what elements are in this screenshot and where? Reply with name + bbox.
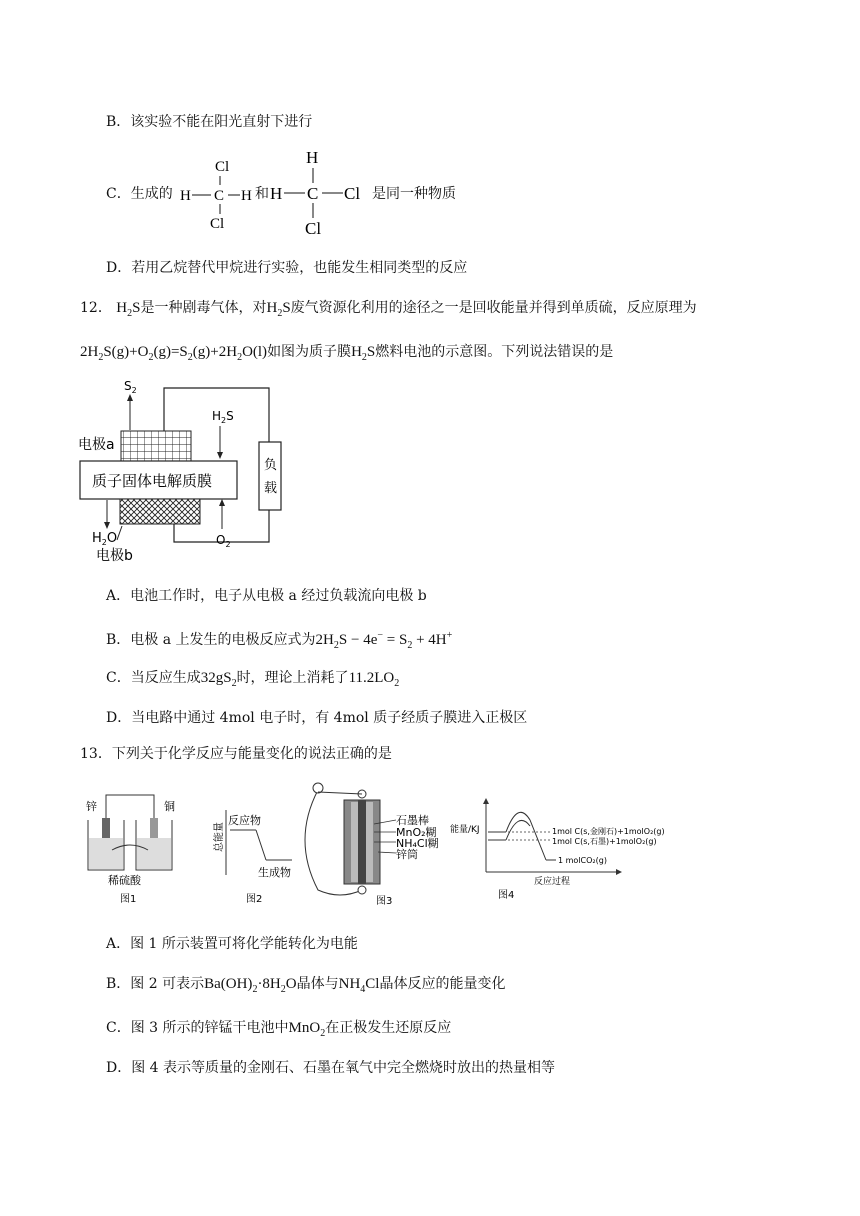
q11-option-b: B．该实验不能在阳光直射下进行: [106, 114, 313, 130]
baoh2-formula: $Ba(OH)_2\cdot 8H_2O$: [204, 976, 297, 995]
s2-label: $S_2$: [124, 379, 137, 395]
h2s-formula-2: $H_2S$: [266, 300, 291, 319]
q12-option-c-mid: 时，理论上消耗了: [236, 670, 349, 686]
fig2-caption: 图2: [246, 894, 263, 905]
nh4cl-formula: $NH_4Cl$: [338, 976, 380, 995]
q12-option-d: D．当电路中通过 4mol 电子时，有 4mol 质子经质子膜进入正极区: [106, 710, 528, 726]
fig4-l3: 1 molCO₂(g): [558, 856, 607, 865]
q12-stem-line1: [80, 298, 697, 324]
q13-option-c: [106, 1018, 451, 1044]
q12-option-a: A．电池工作时，电子从电极 a 经过负载流向电极 b: [106, 588, 427, 604]
paste1-label: MnO₂糊: [396, 826, 437, 839]
mol2-center: C: [307, 184, 319, 203]
cu-label: 铜: [164, 800, 175, 813]
fig2-yaxis: 总能量: [214, 822, 225, 852]
q13-option-d: D．图 4 表示等质量的金刚石、石墨在氧气中完全燃烧时放出的热量相等: [106, 1060, 556, 1076]
mno2-formula: MnO$_2$: [288, 1020, 326, 1039]
h2s-label: $H_2S$: [212, 409, 234, 425]
q12-stem-line2: [80, 342, 613, 368]
q11-option-d: D．若用乙烷替代甲烷进行实验，也能发生相同类型的反应: [106, 260, 468, 276]
q12-stem-part2: 废气资源化利用的途径之一是回收能量并得到单质硫，反应原理为: [290, 300, 697, 316]
fig2-reactant: 反应物: [228, 814, 261, 827]
q13-stem: 13．下列关于化学反应与能量变化的说法正确的是: [80, 746, 392, 762]
q11-option-c: [106, 184, 173, 204]
reaction-equation: $2H_2S(g)+O_2(g)=S_2(g)+2H_2O(l)$: [80, 344, 268, 363]
q13-option-b: [106, 974, 505, 1000]
o2-label: $O_2$: [216, 533, 231, 549]
q12-option-b: [106, 626, 452, 656]
mol2-left: H: [270, 184, 283, 203]
bulb-icon: [313, 783, 323, 793]
electrode-b: [120, 499, 200, 524]
fig2-product: 生成物: [258, 866, 291, 879]
q12-stem-part4: 燃料电池的示意图。下列说法错误的是: [375, 344, 614, 360]
q13-option-b-suffix: 晶体反应的能量变化: [379, 976, 506, 992]
mol2-bottom: Cl: [305, 219, 322, 238]
mol1-right: H: [241, 188, 252, 204]
q13-option-a: A．图 1 所示装置可将化学能转化为电能: [106, 936, 358, 952]
dichloromethane-structure-2: [268, 146, 372, 240]
q13-option-b-prefix: B．图 2 可表示: [106, 976, 205, 992]
mol1-left: H: [180, 188, 191, 204]
q13-option-c-prefix: C．图 3 所示的锌锰干电池中: [106, 1020, 289, 1036]
figure-4-energy-diagram: [450, 798, 665, 901]
q12-number: 12．: [80, 300, 112, 316]
q12-option-b-prefix: B．电极 a 上发生的电极反应式为: [106, 632, 316, 648]
q13-figures: [78, 780, 698, 910]
can-label: 锌筒: [396, 848, 418, 861]
figure-3-dry-cell: [305, 783, 439, 907]
membrane-label: 质子固体电解质膜: [92, 472, 213, 490]
rod-label: 石墨棒: [396, 814, 429, 827]
mass-s2: $32gS_2$: [200, 670, 237, 689]
q12-stem-part3: 如图为质子膜: [267, 344, 352, 360]
h2o-label: $H_2O$: [92, 531, 118, 547]
electrode-a: [121, 431, 191, 461]
volume-o2: $11.2LO_2$: [348, 670, 400, 689]
mol1-center: C: [214, 188, 225, 204]
zn-label: 锌: [86, 800, 97, 813]
q11-option-c-prefix: C．生成的: [106, 186, 173, 202]
fig4-xaxis: 反应过程: [534, 877, 571, 887]
q12-option-c-prefix: C．当反应生成: [106, 670, 201, 686]
q13-option-b-mid: 晶体与: [296, 976, 339, 992]
load-box: [259, 442, 281, 510]
electrode-equation: $2H_2S - 4e^- = S_2 + 4H^+$: [315, 630, 453, 651]
paste2-label: NH₄Cl糊: [396, 837, 439, 850]
h2s-formula: $H_2S$: [116, 300, 141, 319]
mol2-top: H: [306, 148, 319, 167]
fig4-l2: 1mol C(s,石墨)+1molO₂(g): [552, 837, 657, 846]
load-label-1: 负: [264, 458, 278, 473]
fuel-cell-diagram: [74, 374, 304, 584]
electrode-b-label: 电极b: [96, 548, 133, 564]
fig4-l1: 1mol C(s,金刚石)+1molO₂(g): [552, 827, 665, 836]
mol1-bottom: Cl: [210, 216, 225, 232]
electrode-a-label: 电极a: [78, 437, 115, 453]
acid-label: 稀硫酸: [108, 874, 141, 887]
figure-1-galvanic-cell: [86, 795, 175, 905]
q11-option-c-and: 和: [255, 186, 269, 202]
fig4-caption: 图4: [498, 890, 515, 901]
h2s-formula-3: $H_2S$: [351, 344, 376, 363]
q12-option-c: [106, 668, 399, 694]
figure-2-energy-diagram: [212, 810, 292, 905]
q12-stem-part1: 是一种剧毒气体，对: [140, 300, 267, 316]
load-label-2: 载: [264, 481, 278, 496]
fig4-yaxis: 能量/KJ: [450, 825, 480, 835]
q13-option-c-suffix: 在正极发生还原反应: [325, 1020, 452, 1036]
mol1-top: Cl: [215, 159, 230, 175]
fig1-caption: 图1: [120, 894, 137, 905]
graphite-rod: [358, 800, 366, 884]
fig3-caption: 图3: [376, 896, 393, 907]
q11-option-c-suffix: 是同一种物质: [372, 186, 456, 202]
dichloromethane-structure-1: [178, 150, 258, 236]
mol2-right: Cl: [344, 184, 361, 203]
